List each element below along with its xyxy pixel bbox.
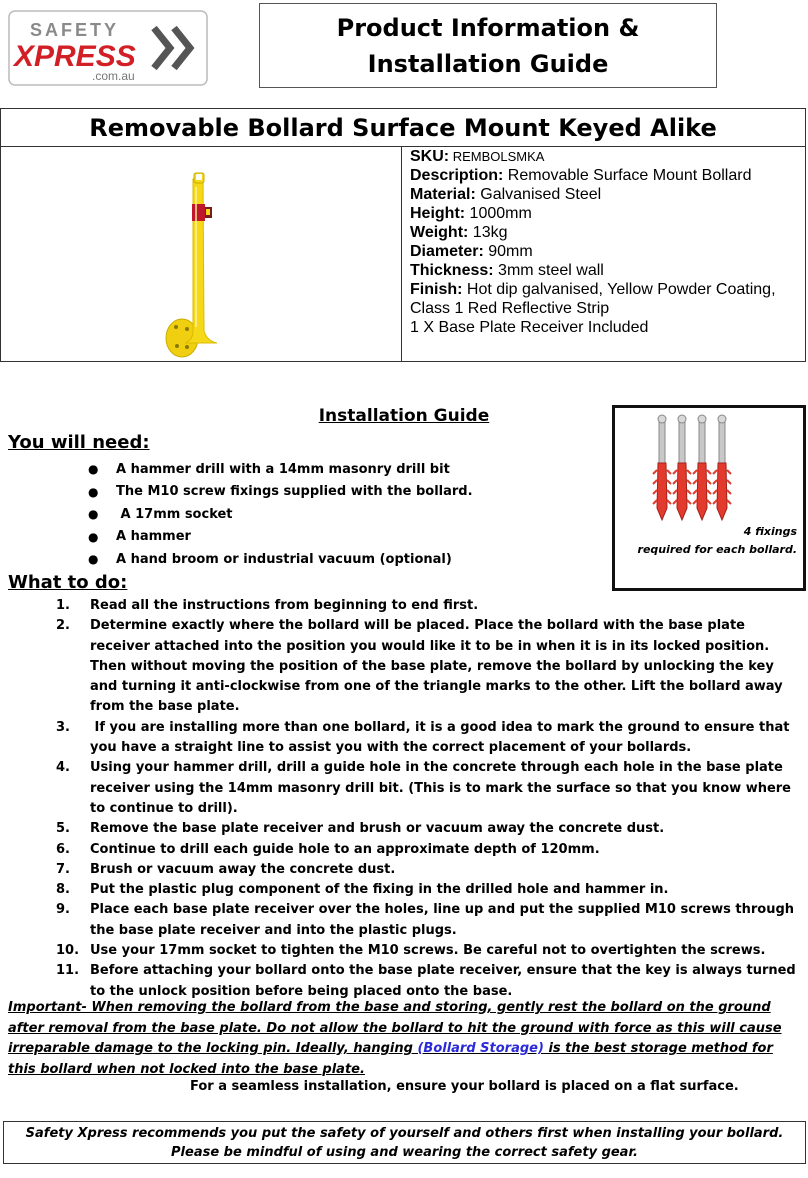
spec-included: 1 X Base Plate Receiver Included [410, 319, 649, 336]
safety-footer [3, 1121, 806, 1164]
spec-finish: Finish: Hot dip galvanised, Yellow Powder Coating, [410, 281, 776, 298]
list-item: ● A hand broom or industrial vacuum (optional) [88, 551, 452, 567]
step-item: 1. Read all the instructions from beginning to end first. [56, 598, 479, 613]
installation-guide-title: Installation Guide [318, 406, 490, 426]
important-note: Important- When removing the bollard from the base and storing, gently rest the bollard on the ground after removal from the base plate. Do not allow the bollard to hit the ground with force as this will cause irreparable damage to the locking pin. Ideally, hanging (Bollard Storage) is the best storage method for this bollard when not locked into the base plate. [8, 1000, 782, 1077]
step-item: 2. Determine exactly where the bollard will be placed. Place the bollard with the base plate receiver attached into the position you would like it to be in when it is in its locked position. Then without moving the position of the base plate, remove the bollard by unlocking the key and turning it anti-clockwise from one of the triangle marks to the other. Lift the bollard away from the base plate. [56, 618, 783, 715]
product-specs [402, 147, 776, 362]
list-item: ● A 17mm socket [88, 506, 233, 522]
step-item: 9. Place each base plate receiver over the holes, line up and put the supplied M10 screws through the base plate receiver and into the plastic plugs. [56, 902, 795, 938]
header-title-line1: Product Information & [336, 13, 640, 42]
needs-list [88, 458, 473, 571]
fixings-image-box [612, 405, 806, 591]
logo-line1: SAFETY [30, 20, 120, 40]
fixings-image [615, 408, 803, 528]
step-item: 10. Use your 17mm socket to tighten the M10 screws. Be careful not to overtighten the screws. [56, 943, 766, 959]
you-will-need-heading: You will need: [8, 432, 150, 453]
list-item: ● A hammer drill with a 14mm masonry drill bit [88, 461, 450, 477]
safety-xpress-logo [8, 10, 208, 86]
seamless-note: For a seamless installation, ensure your bollard is placed on a flat surface. [190, 1079, 739, 1094]
step-item: 4. Using your hammer drill, drill a guide hole in the concrete through each hole in the base plate receiver using the 14mm masonry drill bit. (This is to mark the surface so that you know where to continue to drill). [56, 760, 792, 816]
header-title-line2: Installation Guide [367, 49, 609, 78]
bollard-image [1, 147, 401, 362]
spec-description: Description: Removable Surface Mount Bollard [410, 167, 752, 184]
step-item: 6. Continue to drill each guide hole to an approximate depth of 120mm. [56, 841, 600, 857]
spec-height: Height: 1000mm [410, 205, 532, 222]
footer-line1: Safety Xpress recommends you put the safety of yourself and others first when installing your bollard. [25, 1125, 784, 1141]
spec-diameter: Diameter: 90mm [410, 243, 533, 260]
header-title-box [259, 3, 717, 88]
step-item: 5. Remove the base plate receiver and brush or vacuum away the concrete dust. [56, 821, 665, 837]
product-title: Removable Bollard Surface Mount Keyed Alike [1, 109, 805, 147]
footer-line2: Please be mindful of using and wearing the correct safety gear. [171, 1144, 638, 1160]
logo-line3: .com.au [92, 69, 135, 83]
spec-sku: SKU: REMBOLSMKA [410, 148, 545, 165]
step-item: 3. If you are installing more than one bollard, it is a good idea to mark the ground to ensure that you have a straight line to assist you with the correct placement of your bollards. [56, 719, 794, 756]
spec-thickness: Thickness: 3mm steel wall [410, 262, 604, 279]
bollard-storage-link[interactable]: (Bollard Storage) [417, 1041, 544, 1056]
spec-finish-cont: Class 1 Red Reflective Strip [410, 300, 610, 317]
product-info-table [0, 108, 806, 362]
what-to-do-heading: What to do: [8, 572, 128, 593]
spec-material: Material: Galvanised Steel [410, 186, 602, 203]
step-item: 7. Brush or vacuum away the concrete dust. [56, 861, 396, 877]
step-item: 8. Put the plastic plug component of the fixing in the drilled hole and hammer in. [56, 882, 669, 898]
step-item: 11. Before attaching your bollard onto the base plate receiver, ensure that the key is always turned to the unlock position before being placed onto the base. [56, 963, 796, 999]
list-item: ● The M10 screw fixings supplied with the bollard. [88, 484, 473, 500]
spec-weight: Weight: 13kg [410, 224, 508, 241]
list-item: ● A hammer [88, 529, 191, 545]
logo-line2: XPRESS [14, 40, 136, 73]
product-image-cell [1, 147, 402, 362]
steps-list [56, 596, 798, 1002]
fixings-caption: 4 fixings required for each bollard. [637, 525, 797, 556]
